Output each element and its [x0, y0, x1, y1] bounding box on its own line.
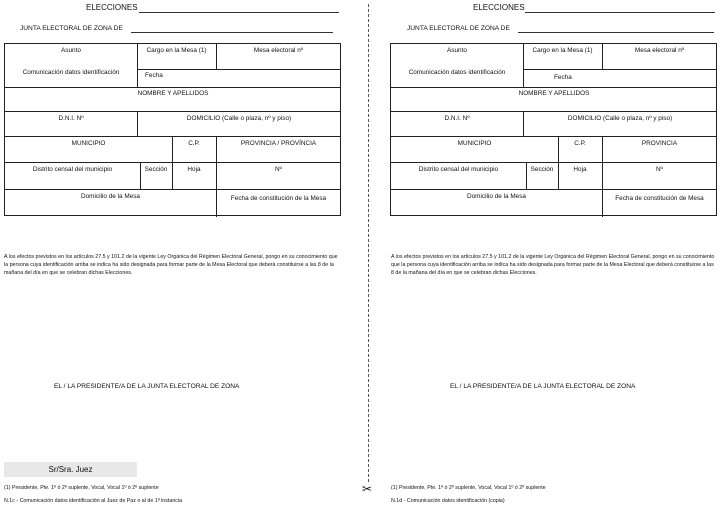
numero-label: Nº [656, 166, 663, 173]
distrito-label: Distrito censal del municipio [418, 166, 499, 173]
domicilio-mesa-label: Domicilio de la Mesa [81, 193, 140, 200]
dni-label: D.N.I. Nº [444, 115, 470, 122]
cp-label: C.P. [188, 140, 200, 147]
scissors-icon: ✂ [362, 482, 373, 496]
fecha-label: Fecha [145, 72, 163, 79]
municipio-label: MUNICIPIO [457, 140, 492, 147]
asunto-label: Asunto [61, 47, 81, 54]
fecha-label: Fecha [554, 74, 572, 81]
provincia-label: PROVINCIA [641, 140, 678, 147]
presidente-signature: EL / LA PRESIDENTE/A DE LA JUNTA ELECTORAL DE ZONA [450, 383, 636, 390]
fecha-constitucion-label: Fecha de constitución de Mesa [615, 195, 704, 202]
comunicacion-label: Comunicación datos identificación [22, 69, 120, 76]
elecciones-label: ELECCIONES [473, 3, 525, 12]
fecha-constitucion-label: Fecha de constitución de la Mesa [230, 195, 327, 202]
presidente-signature: EL / LA PRESIDENTE/A DE LA JUNTA ELECTORAL DE ZONA [54, 383, 240, 390]
cut-line [368, 4, 369, 482]
form-copy [386, 0, 720, 510]
hoja-label: Hoja [187, 166, 201, 173]
elecciones-field[interactable] [525, 12, 715, 13]
form-original [0, 0, 345, 510]
nombre-label: NOMBRE Y APELLIDOS [518, 90, 590, 97]
comunicacion-label: Comunicación datos identificación [408, 69, 506, 76]
dni-label: D.N.I. Nº [58, 115, 84, 122]
hoja-label: Hoja [573, 166, 587, 173]
cp-label: C.P. [574, 140, 586, 147]
mesa-electoral-label: Mesa electoral nº [634, 47, 685, 54]
cargo-label: Cargo en la Mesa (1) [146, 47, 207, 54]
notification-text: A los efectos previstos en los artículos 27.5 y 101.2 de la vigente Ley Orgánica del Régimen Electoral General, pongo en su conocimiento que la persona cuya identificación arriba se indica ha sido designada para formar parte de la Mesa Electoral que deberá constituirse a las 8 de la mañana del día en que se celebran dichas Elecciones. [391, 254, 715, 276]
junta-field[interactable] [518, 32, 714, 33]
identification-table [390, 43, 717, 216]
domicilio-mesa-label: Domicilio de la Mesa [467, 193, 526, 200]
municipio-label: MUNICIPIO [71, 140, 106, 147]
domicilio-label: DOMICILIO (Calle o plaza, nº y piso) [567, 115, 673, 122]
numero-label: Nº [275, 166, 282, 173]
seccion-label: Sección [530, 166, 554, 173]
nombre-label: NOMBRE Y APELLIDOS [137, 90, 209, 97]
provincia-label: PROVINCIA / PROVÍNCIA [240, 140, 317, 147]
identification-table [4, 43, 341, 216]
form-code: N.1d - Comunicación datos identificación (copia) [391, 498, 505, 504]
junta-field[interactable] [131, 32, 333, 33]
cargo-footnote: (1) Presidente, Pte. 1º ó 2º suplente, Vocal, Vocal 1º ó 2º suplente [4, 485, 159, 491]
distrito-label: Distrito censal del municipio [32, 166, 113, 173]
mesa-electoral-label: Mesa electoral nº [253, 47, 304, 54]
asunto-label: Asunto [447, 47, 467, 54]
elecciones-label: ELECCIONES [86, 3, 138, 12]
domicilio-label: DOMICILIO (Calle o plaza, nº y piso) [186, 115, 292, 122]
junta-label: JUNTA ELECTORAL DE ZONA DE [20, 25, 123, 32]
juez-box: Sr/Sra. Juez [4, 462, 137, 477]
junta-label: JUNTA ELECTORAL DE ZONA DE [407, 25, 510, 32]
form-code: N.1c - Comunicación datos identificación al Juez de Paz o al de 1ª instancia [4, 498, 183, 504]
seccion-label: Sección [144, 166, 168, 173]
elecciones-field[interactable] [139, 12, 339, 13]
cargo-label: Cargo en la Mesa (1) [532, 47, 593, 54]
notification-text: A los efectos previstos en los artículos 27.5 y 101.2 de la vigente Ley Orgánica del Régimen Electoral General, pongo en su conocimiento que la persona cuya identificación arriba se indica ha sido designada para formar parte de la Mesa Electoral que deberá constituirse a las 8 de la mañana del día en que se celebran dichas Elecciones. [4, 254, 338, 276]
cargo-footnote: (1) Presidente, Pte. 1º ó 2º suplente, Vocal, Vocal 1º ó 2º suplente [391, 485, 546, 491]
